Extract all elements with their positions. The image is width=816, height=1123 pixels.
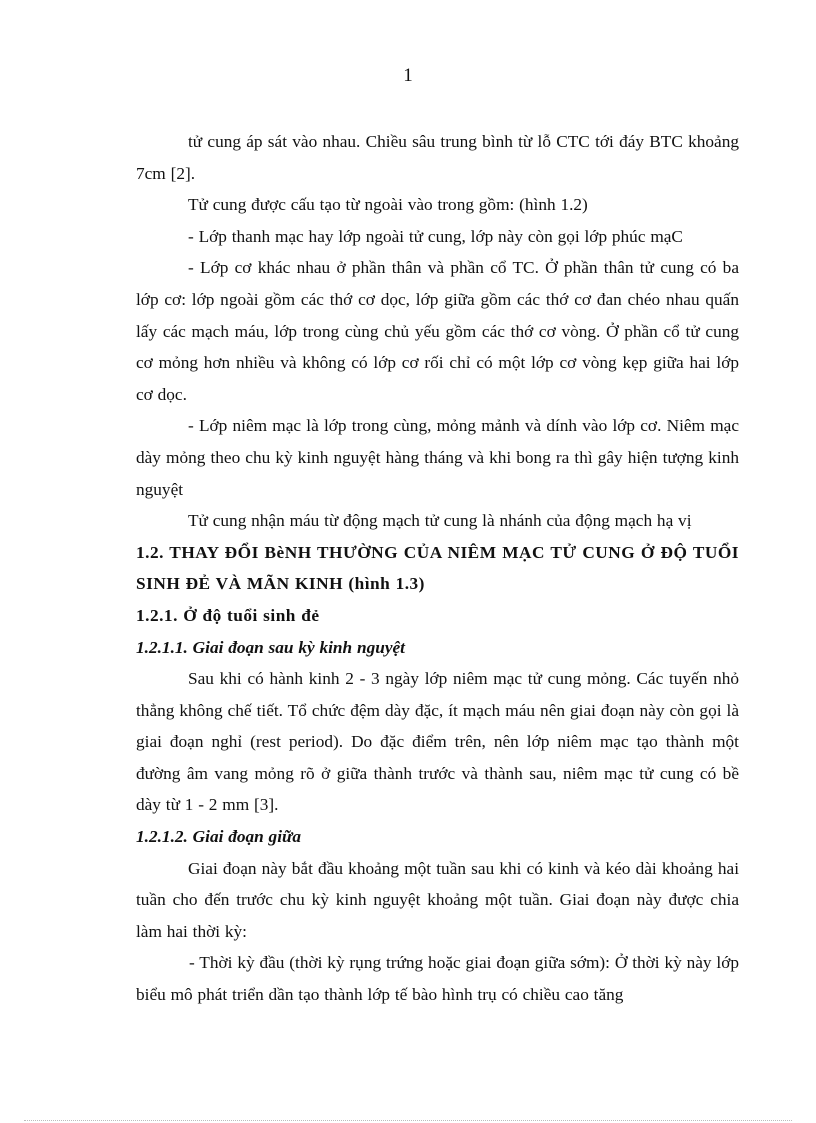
paragraph: - Thời kỳ đầu (thời kỳ rụng trứng hoặc giai đoạn giữa sớm): Ở thời kỳ này lớp biểu mô phát triển dần tạo thành lớp tế bào hình trụ có chiều cao tăng bbox=[136, 953, 739, 1005]
subsubsection-heading: 1.2.1.2. Giai đoạn giữa bbox=[136, 827, 301, 847]
page-number: 1 bbox=[403, 65, 413, 86]
paragraph: Sau khi có hành kinh 2 - 3 ngày lớp niêm mạc tử cung mỏng. Các tuyến nhỏ thẳng không chế tiết. Tổ chức đệm dày đặc, ít mạch máu nên giai đoạn này còn gọi là giai đoạn nghỉ (rest period). Do đặc điểm trên, nên lớp niêm mạc tạo thành một đường âm vang mỏng rõ ở giữa thành trước và thành sau, niêm mạc tử cung có bề dày từ 1 - 2 mm [3]. bbox=[136, 669, 739, 815]
paragraph: - Lớp thanh mạc hay lớp ngoài tử cung, lớp này còn gọi lớp phúc mạC bbox=[188, 226, 683, 246]
subsubsection-heading: 1.2.1.1. Giai đoạn sau kỳ kinh nguyệt bbox=[136, 637, 405, 657]
document-body bbox=[136, 126, 739, 1011]
paragraph: Giai đoạn này bắt đầu khoảng một tuần sau khi có kinh và kéo dài khoảng hai tuần cho đến trước chu kỳ kinh nguyệt khoảng một tuần. Giai đoạn này được chia làm hai thời kỳ: bbox=[136, 858, 739, 941]
page-bottom-divider bbox=[24, 1120, 792, 1121]
section-heading: 1.2. THAY ĐỔI BèNH THƯỜNG CỦA NIÊM MẠC TỬ CUNG Ở ĐỘ TUỔI SINH ĐẺ VÀ MÃN KINH (hình 1.3) bbox=[136, 542, 739, 594]
paragraph: Tử cung nhận máu từ động mạch tử cung là nhánh của động mạch hạ vị bbox=[188, 511, 692, 531]
paragraph: tử cung áp sát vào nhau. Chiều sâu trung bình từ lỗ CTC tới đáy BTC khoảng 7cm [2]. bbox=[136, 132, 739, 183]
paragraph: - Lớp cơ khác nhau ở phần thân và phần cổ TC. Ở phần thân tử cung có ba lớp cơ: lớp ngoài gồm các thớ cơ dọc, lớp giữa gồm các thớ cơ đan chéo nhau quấn lấy các mạch máu, lớp trong cùng chủ yếu gồm các thớ cơ vòng. Ở phần cổ tử cung cơ mỏng hơn nhiều và không có lớp cơ rối chỉ có một lớp cơ vòng kẹp giữa hai lớp cơ dọc. bbox=[136, 258, 739, 404]
paragraph: Tử cung được cấu tạo từ ngoài vào trong gồm: (hình 1.2) bbox=[188, 195, 588, 215]
paragraph: - Lớp niêm mạc là lớp trong cùng, mỏng mảnh và dính vào lớp cơ. Niêm mạc dày mỏng theo chu kỳ kinh nguyệt hàng tháng và khi bong ra thì gây hiện tượng kinh nguyệt bbox=[136, 416, 739, 499]
subsection-heading: 1.2.1. Ở độ tuổi sinh đẻ bbox=[136, 605, 320, 625]
